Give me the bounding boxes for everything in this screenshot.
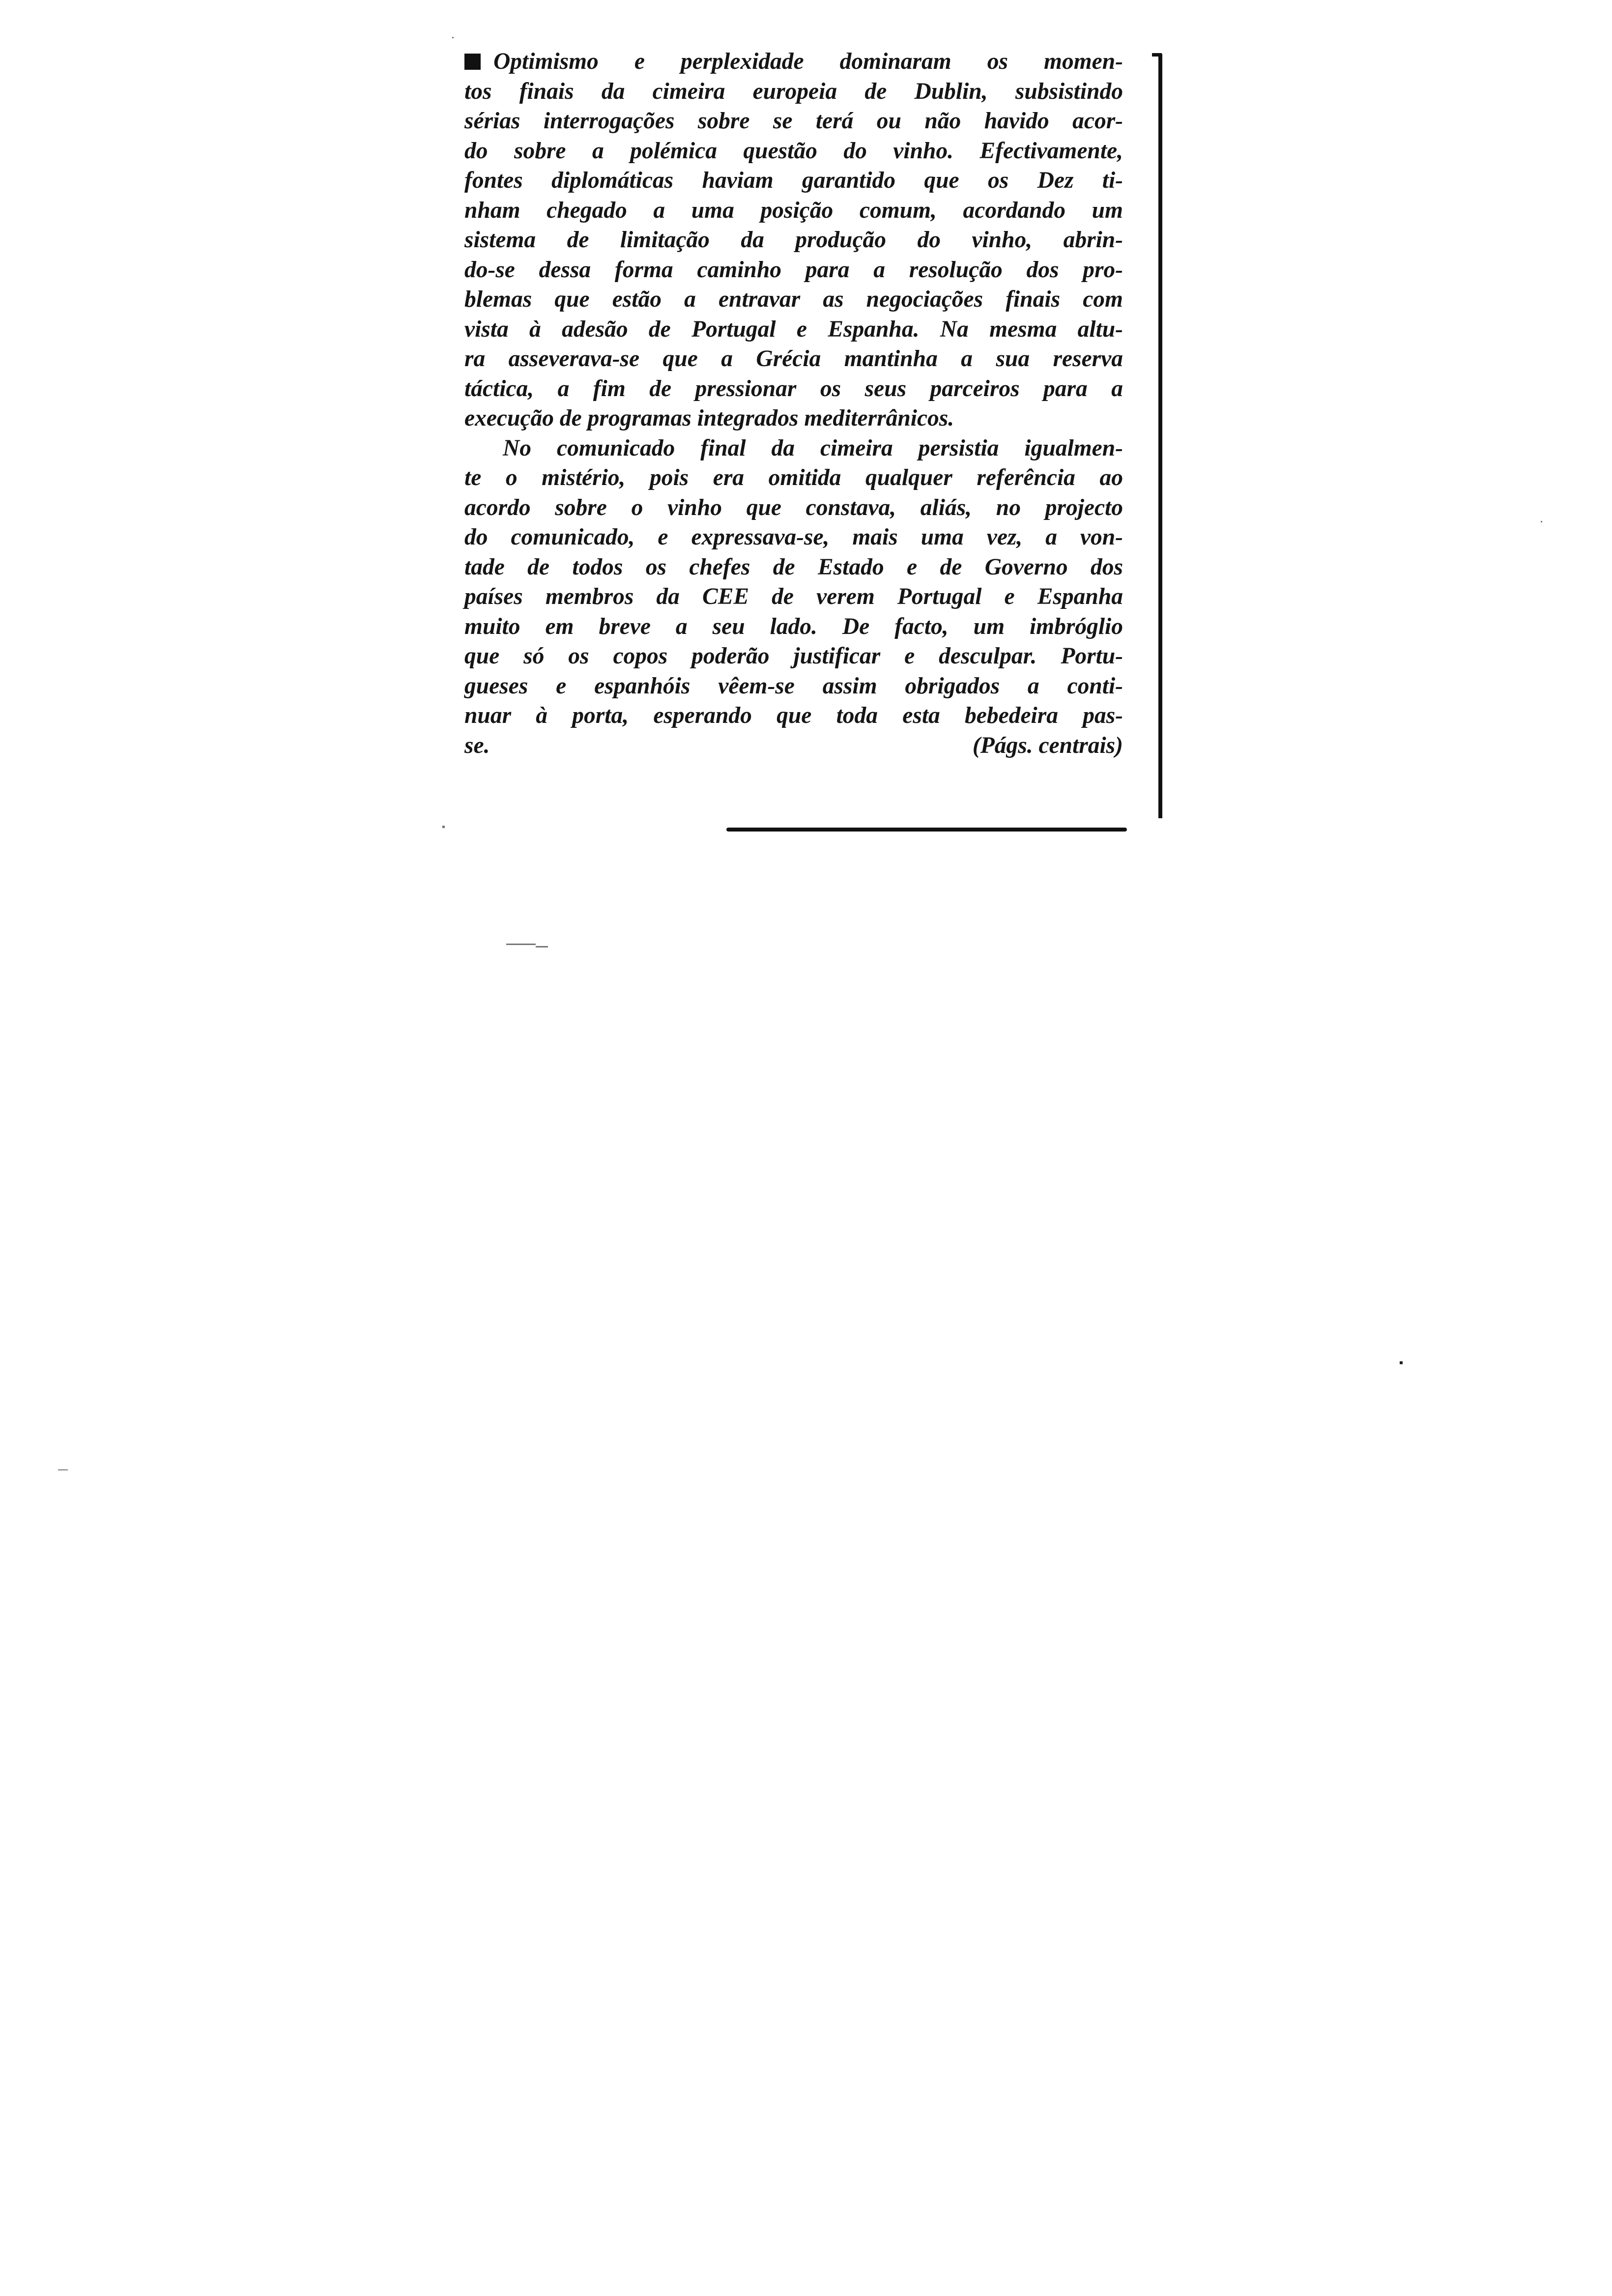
article-line: acordo sobre o vinho que constava, aliás, no projecto	[464, 494, 1123, 520]
bottom-border-rule	[726, 828, 1127, 832]
article-line: países membros da CEE de verem Portugal e Espanha	[464, 584, 1123, 609]
article-line: nham chegado a uma posição comum, acordando um	[464, 197, 1123, 223]
scan-speck	[442, 826, 445, 828]
article-line: Optimismo e perplexidade dominaram os momen-	[464, 47, 1123, 77]
article-line: do comunicado, e expressava-se, mais uma vez, a von-	[464, 524, 1123, 550]
final-word: se.	[464, 732, 490, 758]
article-line: nuar à porta, esperando que toda esta bebedeira pas-	[464, 703, 1123, 728]
article-line: do sobre a polémica questão do vinho. Efectivamente,	[464, 138, 1123, 164]
square-bullet-icon	[464, 54, 481, 70]
scan-speck	[536, 946, 548, 947]
article-line: No comunicado final da cimeira persistia igualmen-	[503, 435, 1123, 461]
article-line: sérias interrogações sobre se terá ou não havido acor-	[464, 108, 1123, 134]
scan-speck	[1541, 521, 1542, 522]
article-line: sistema de limitação da produção do vinho, abrin-	[464, 227, 1123, 253]
article-line: táctica, a fim de pressionar os seus parceiros para a	[464, 375, 1123, 402]
right-border-rule	[1158, 54, 1162, 818]
article-line: te o mistério, pois era omitida qualquer referência ao	[464, 465, 1123, 490]
scan-speck	[1400, 1361, 1403, 1364]
article-line: fontes diplomáticas haviam garantido que os Dez ti-	[464, 168, 1123, 193]
article-line: tos finais da cimeira europeia de Dublin, subsistindo	[464, 78, 1123, 104]
article-line: gueses e espanhóis vêem-se assim obrigados a conti-	[464, 673, 1123, 699]
page-reference: (Págs. centrais)	[972, 732, 1123, 758]
scan-speck	[452, 37, 454, 38]
article-line: execução de programas integrados mediterrânicos.	[464, 405, 954, 431]
article-line: que só os copos poderão justificar e desculpar. Portu-	[464, 643, 1123, 669]
article-final-line	[464, 731, 1123, 761]
article-line: tade de todos os chefes de Estado e de Governo dos	[464, 554, 1123, 580]
article-line: muito em breve a seu lado. De facto, um imbróglio	[464, 613, 1123, 639]
article-line: ra asseverava-se que a Grécia mantinha a sua reserva	[464, 346, 1123, 372]
article-line: blemas que estão a entravar as negociações finais com	[464, 287, 1123, 312]
article-line: do-se dessa forma caminho para a resolução dos pro-	[464, 257, 1123, 283]
article-body	[464, 47, 1123, 760]
scan-speck	[506, 944, 536, 945]
scan-speck	[58, 1469, 68, 1470]
article-line: vista à adesão de Portugal e Espanha. Na mesma altu-	[464, 316, 1123, 342]
newspaper-clipping	[464, 47, 1130, 833]
